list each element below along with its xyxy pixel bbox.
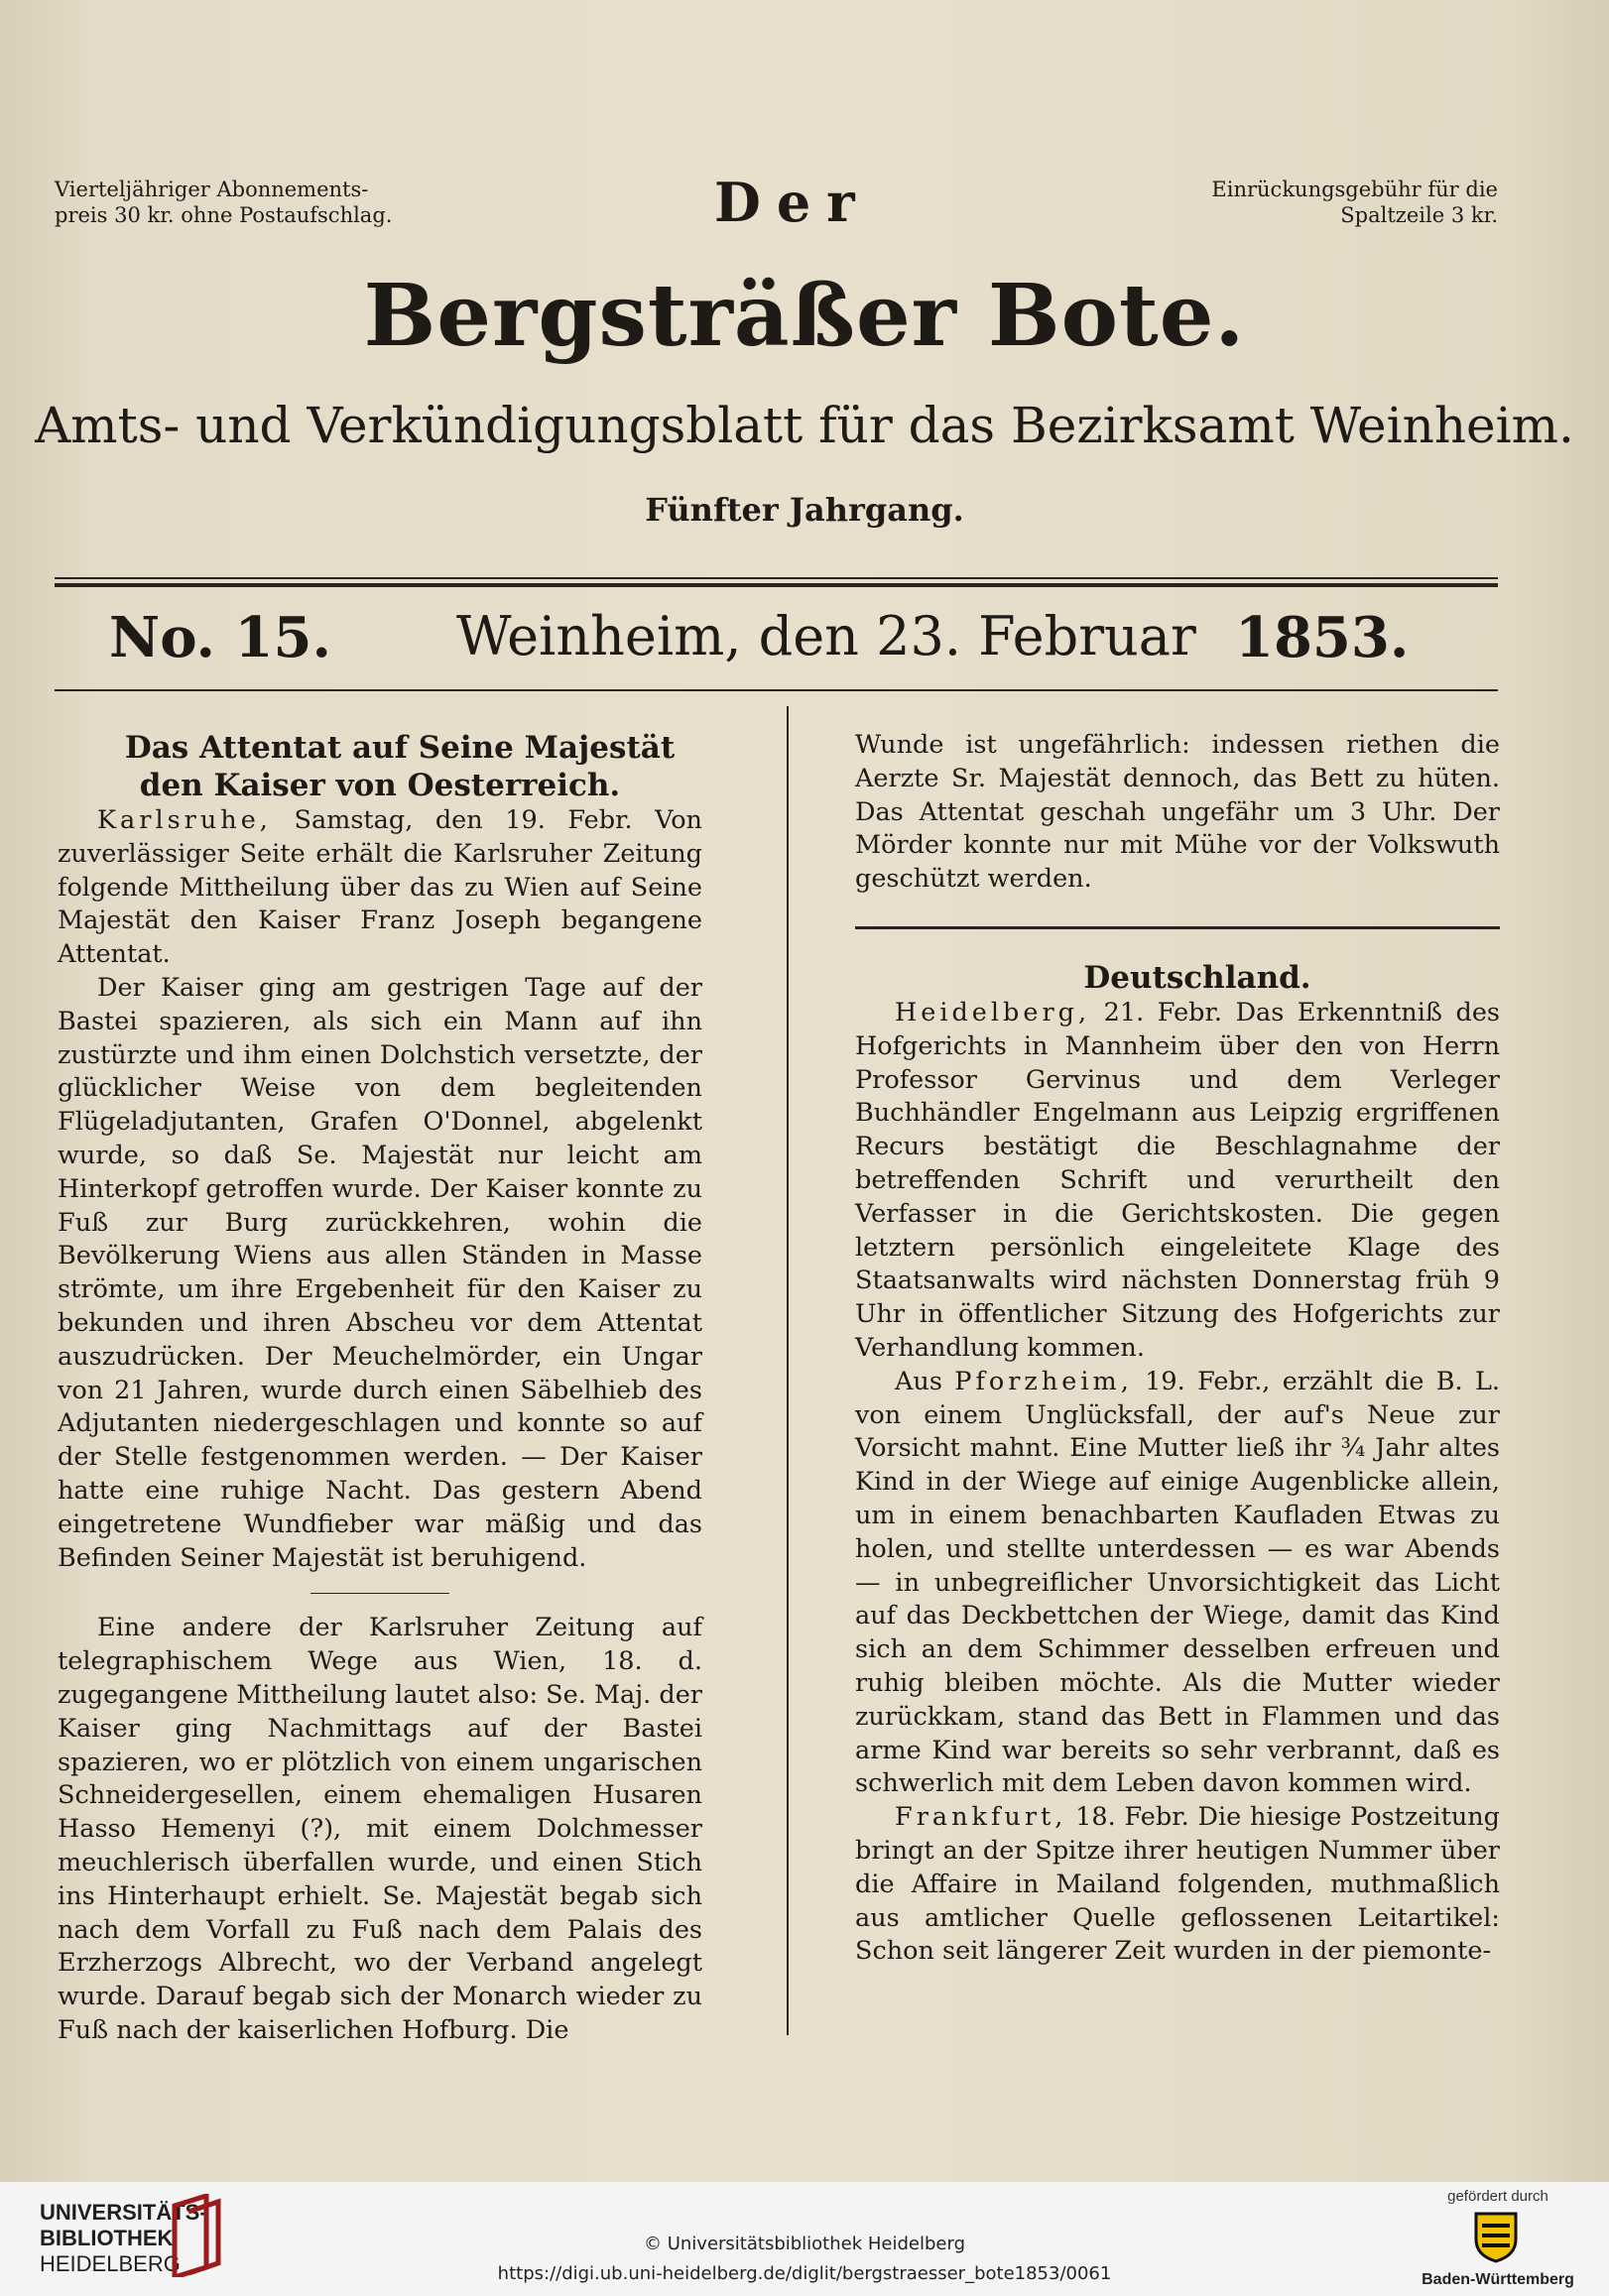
fee-line-1: Einrückungsgebühr für die — [1211, 178, 1498, 201]
article-paragraph-1 — [58, 804, 702, 972]
library-line-1: UNIVERSITÄTS- — [40, 2200, 207, 2225]
library-line-2: BIBLIOTHEK — [40, 2226, 174, 2250]
dateline-karlsruhe: Karlsruhe, — [97, 805, 272, 835]
heidelberg-text: 21. Febr. Das Erkenntniß des Hofgerichts in Mannheim über den von Herrn Professor Gervinus und dem Verleger Buchhändler Engelmann aus Leipzig ergriffenen Recurs bestätigt die Beschlagnahme der betreffenden Schrift und verurtheilt den Verfasser in die Gerichtskosten. Die gegen letztern persönlich eingeleitete Klage des Staatsanwalts wird nächsten Donnerstag früh 9 Uhr in öffentlicher Sitzung des Hofgerichts zur Verhandlung kommen. — [855, 997, 1500, 1363]
issue-number: No. 15. — [109, 605, 331, 670]
column-divider — [787, 706, 789, 2035]
fee-line-2: Spaltzeile 3 kr. — [1340, 203, 1498, 227]
rule-top-thin — [55, 577, 1498, 579]
issue-place-date: Weinheim, den 23. Februar — [456, 605, 1196, 667]
rule-top-thick — [55, 583, 1498, 587]
copyright-notice: © Universitätsbibliothek Heidelberg — [643, 2234, 965, 2254]
news-frankfurt — [855, 1801, 1500, 1969]
newspaper-subtitle: Amts- und Verkündigungsblatt für das Bezirksamt Weinheim. — [35, 397, 1574, 454]
section-rule — [855, 926, 1500, 929]
dateline-heidelberg: Heidelberg, — [895, 997, 1091, 1027]
masthead-der: Der — [714, 171, 871, 234]
left-column — [58, 729, 702, 2048]
newspaper-title: Bergsträßer Bote. — [363, 266, 1246, 366]
right-column — [855, 729, 1500, 1969]
dateline-frankfurt: Frankfurt, — [895, 1802, 1067, 1833]
pforzheim-prefix: Aus — [895, 1366, 942, 1396]
pforzheim-text: 19. Febr., erzählt die B. L. von einem Unglücksfall, der auf's Neue zur Vorsicht mahnt. Eine Mutter ließ ihr ¾ Jahr altes Kind in der Wiege auf einige Augenblicke allein, um in einem benachbarten Kaufladen Etwas zu holen, und stellte unterdessen — es war Abends — in unbegreiflicher Unvorsichtigkeit das Licht auf das Deckbettchen der Wiege, damit das Kind sich an dem Schimmer desselben erfreuen und ruhig bleiben möchte. Als die Mutter wieder zurückkam, stand das Bett in Flammen und das arme Kind war bereits so sehr verbrannt, daß es schwerlich mit dem Leben davon kommen wird. — [855, 1366, 1501, 1799]
article-separator — [310, 1593, 449, 1594]
article-continuation: Wunde ist ungefährlich: indessen riethen die Aerzte Sr. Majestät dennoch, das Bett zu hüten. Das Attentat geschah ungefähr um 3 Uhr. Der Mörder konnte nur mit Mühe vor der Volkswuth geschützt werden. — [855, 730, 1500, 895]
rule-bottom — [55, 689, 1498, 691]
news-heidelberg — [855, 997, 1500, 1366]
dateline-pforzheim: Pforzheim, — [954, 1366, 1133, 1396]
news-pforzheim — [855, 1366, 1500, 1801]
insertion-fee-notice — [1195, 177, 1498, 228]
article-paragraph-2: Der Kaiser ging am gestrigen Tage auf der Bastei spazieren, als sich ein Mann auf ihn zustürzte und ihm einen Dolchstich versetzte, der glücklicher Weise von dem begleitenden Flügeladjutanten, Grafen O'Donnel, abgelenkt wurde, so daß Se. Majestät nur leicht am Hinterkopf getroffen wurde. Der Kaiser konnte zu Fuß zur Burg zurückkehren, wohin die Bevölkerung Wiens aus allen Ständen in Masse strömte, um ihre Ergebenheit für den Kaiser zu bekunden und ihren Abscheu vor dem Attentat auszudrücken. Der Meuchelmörder, ein Ungar von 21 Jahren, wurde durch einen Säbelhieb des Adjutanten niedergeschlagen und konnte so auf der Stelle festgenommen werden. — Der Kaiser hatte eine ruhige Nacht. Das gestern Abend eingetretene Wundfieber war mäßig und das Befinden Seiner Majestät ist beruhigend. — [58, 972, 702, 1573]
subscription-line-1: Vierteljähriger Abonnements- — [55, 178, 369, 201]
article-paragraph-3: Eine andere der Karlsruher Zeitung auf telegraphischem Wege aus Wien, 18. d. zugegangene Mittheilung lautet also: Se. Maj. der Kaiser ging Nachmittags auf der Bastei spazieren, wo er plötzlich von einem ungarischen Schneidergesellen, einem ehemaligen Husaren Hasso Hemenyi (?), mit einem Dolchmesser meuchlerisch überfallen wurde, und einen Stich ins Hinterhaupt erhielt. Se. Majestät begab sich nach dem Vorfall zu Fuß nach dem Palais des Erzherzogs Albrecht, wo der Verband angelegt wurde. Darauf begab sich der Monarch wieder zu Fuß nach der kaiserlichen Hofburg. Die — [58, 1613, 702, 2045]
article-heading-attentat: Das Attentat auf Seine Majestät den Kaiser von Oesterreich. — [124, 730, 676, 803]
section-heading-deutschland: Deutschland. — [1083, 959, 1311, 996]
frankfurt-text: 18. Febr. Die hiesige Postzeitung bringt an der Spitze ihrer heutigen Nummer über die Affaire in Mailand folgenden, muthmaßlich aus amtlicher Quelle geflossenen Leitartikel: Schon seit längerer Zeit wurden in der piemonte- — [855, 1802, 1501, 1967]
subscription-line-2: preis 30 kr. ohne Postaufschlag. — [55, 203, 393, 227]
volume-label: Fünfter Jahrgang. — [645, 491, 964, 529]
library-line-3: HEIDELBERG — [40, 2251, 181, 2276]
sponsor-label: gefördert durch — [1447, 2188, 1548, 2205]
source-url-link[interactable]: https://digi.ub.uni-heidelberg.de/diglit/bergstraesser_bote1853/0061 — [497, 2263, 1112, 2284]
issue-year: 1853. — [1235, 605, 1410, 670]
baden-wuerttemberg-crest-icon — [1473, 2210, 1519, 2263]
paragraph-1-text: Samstag, den 19. Febr. Von zuverlässiger Seite erhält die Karlsruher Zeitung folgende Mittheilung über das zu Wien auf Seine Majestät den Kaiser Franz Joseph begangene Attentat. — [58, 805, 702, 970]
sponsor-name: Baden-Württemberg — [1422, 2271, 1574, 2288]
subscription-notice — [55, 177, 392, 228]
